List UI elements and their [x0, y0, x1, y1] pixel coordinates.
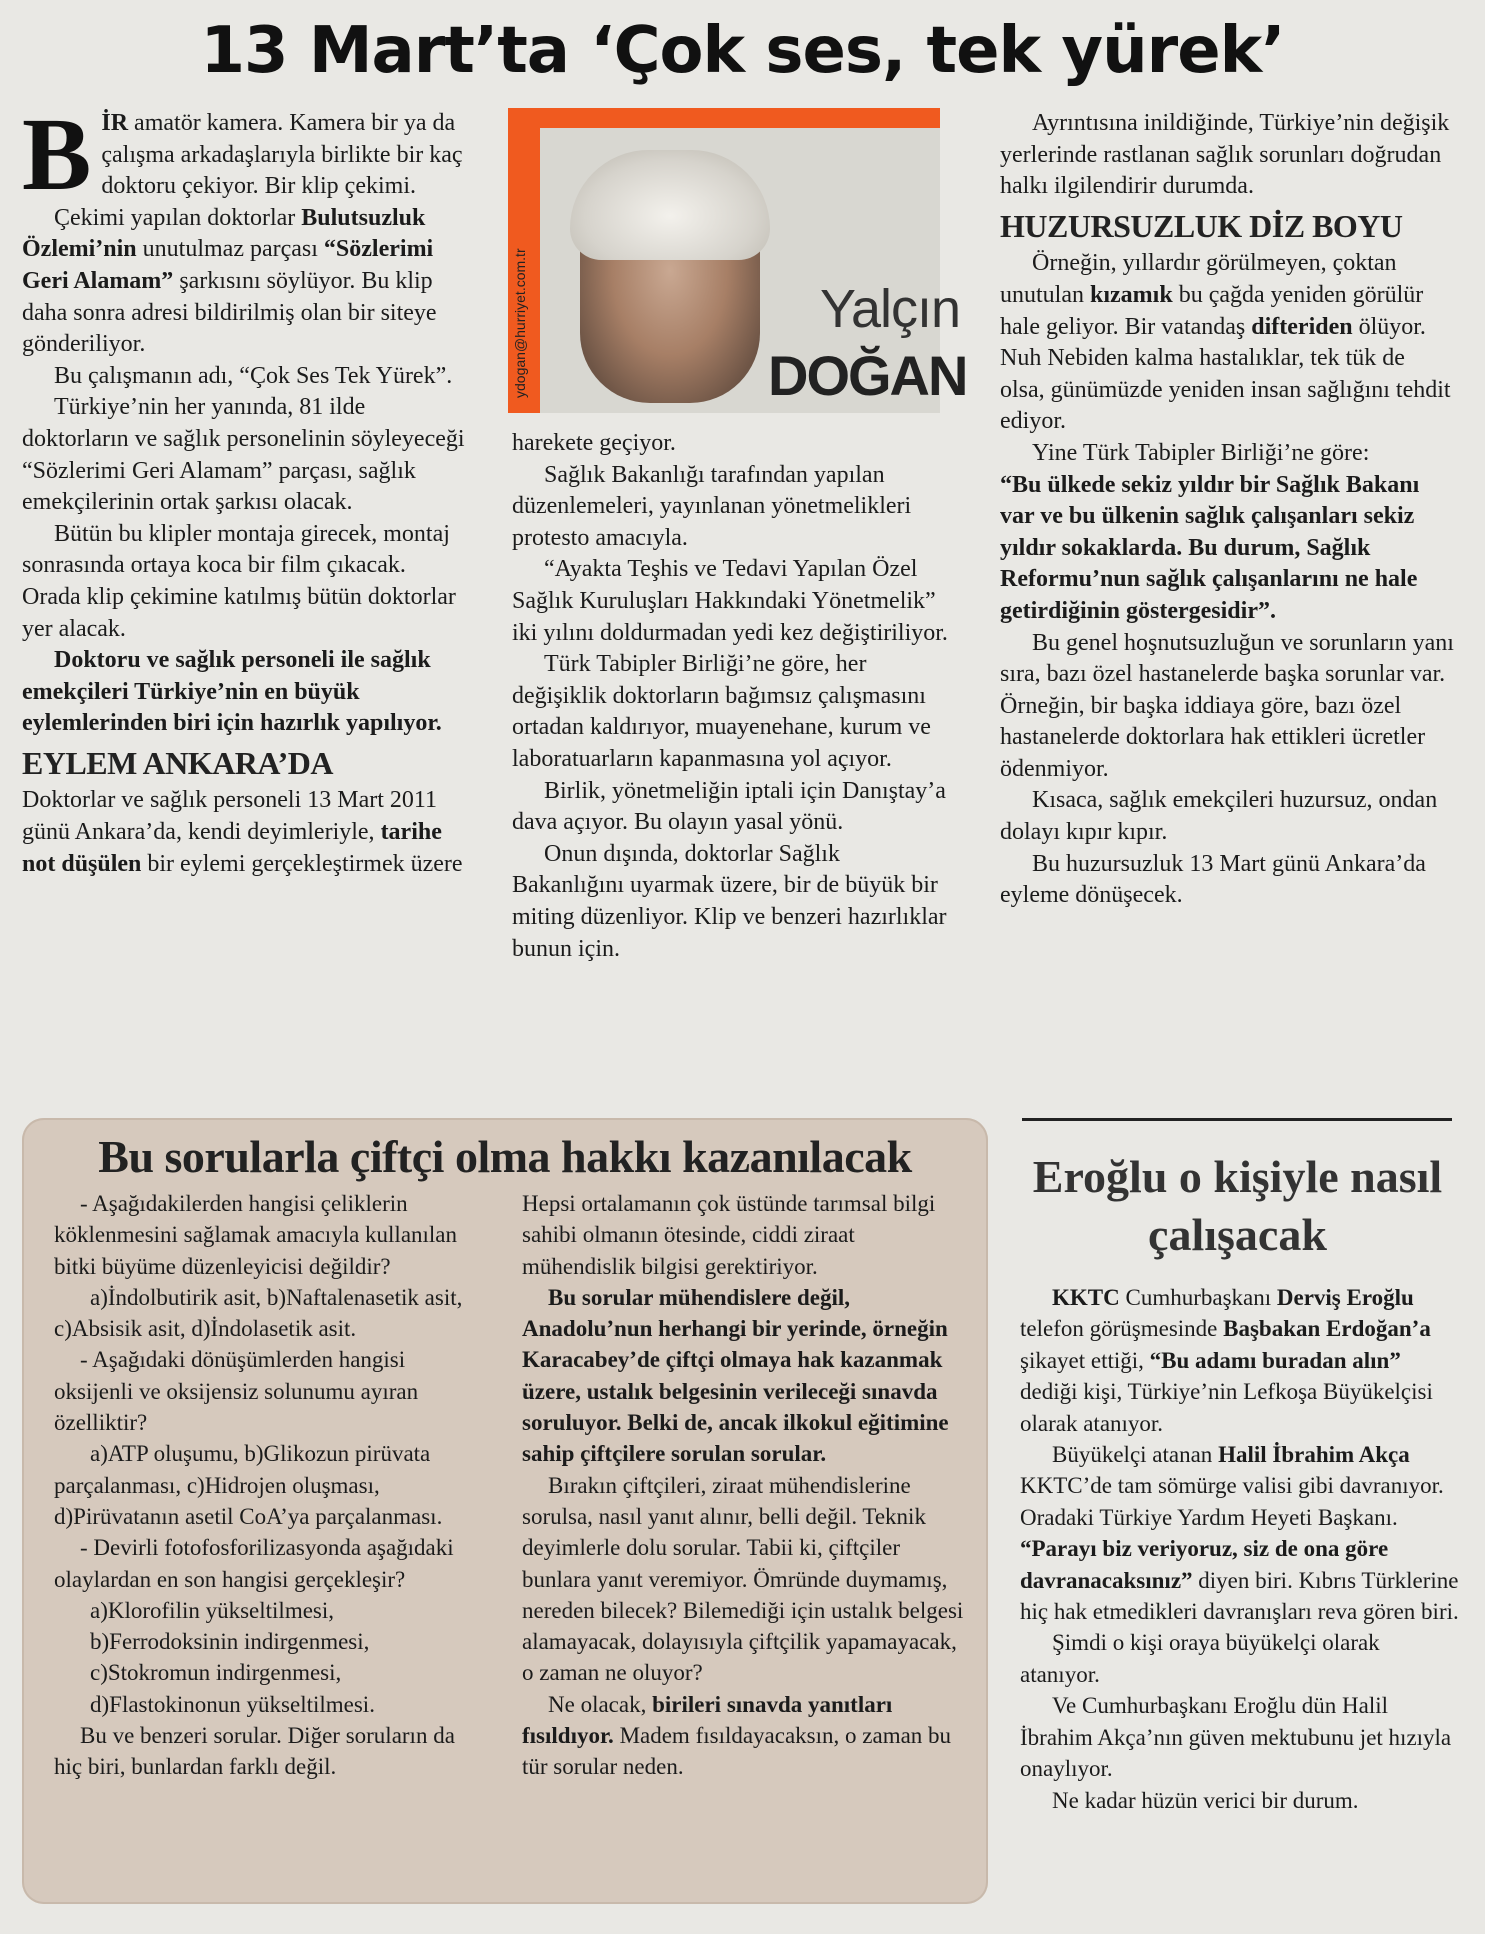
paragraph: Ne kadar hüzün verici bir durum.	[1052, 1787, 1359, 1813]
column-3	[1000, 108, 1455, 912]
answer-option: c)Stokromun indirgenmesi,	[90, 1660, 342, 1686]
side-article-title: Eroğlu o kişiyle nasıl çalışacak	[1032, 1151, 1443, 1260]
column-1	[22, 97, 467, 880]
quote-bold	[1000, 470, 1455, 628]
bold-text: Başbakan Erdoğan’a	[1223, 1316, 1431, 1342]
bold-text: difteriden	[1251, 313, 1353, 340]
text: ölüyor. Nuh Nebiden kalma hastalıklar, tek tük de olsa, günümüzde yeniden insan sağlığını tehdit ediyor.	[1000, 313, 1451, 435]
paragraph: Birlik, yönetmeliğin iptali için Danıştay’a dava açıyor. Bu olayın yasal yönü.	[512, 777, 946, 836]
paragraph: harekete geçiyor.	[512, 430, 676, 456]
question: - Devirli fotofosforilizasyonda aşağıdaki olaylardan en son hangisi gerçekleşir?	[54, 1535, 454, 1592]
paragraph: Ve Cumhurbaşkanı Eroğlu dün Halil İbrahim Akça’nın güven mektubunu jet hızıyla onaylıyor.	[1020, 1693, 1452, 1782]
column-2	[512, 428, 957, 965]
boxed-article	[22, 1118, 988, 1904]
text: bu çağda yeniden görülür hale geliyor. Bir vatandaş	[1000, 281, 1424, 340]
paragraph: Kısaca, sağlık emekçileri huzursuz, ondan dolayı kıpır kıpır.	[1000, 787, 1438, 846]
answer-option: d)Flastokinonun yükseltilmesi.	[90, 1691, 375, 1717]
author-email: ydogan@hurriyet.com.tr	[512, 248, 528, 398]
paragraph: Bırakın çiftçileri, ziraat mühendislerine sorulsa, nasıl yanıt alınır, belli değil. Teknik deyimlerle dolu sorular. Tabii ki, çiftçiler bunlara yanıt veremiyor. Ömründe duymamış, nereden bilecek? Bilemediği için ustalık belgesi alamayacak, dolayısıyla çiftçilik yapamayacak, o zaman ne oluyor?	[522, 1472, 964, 1686]
text: Büyükelçi atanan	[1052, 1442, 1219, 1468]
question: - Aşağıdaki dönüşümlerden hangisi oksijenli ve oksijensiz solunumu ayıran özelliktir?	[54, 1347, 419, 1436]
bold-text: Halil İbrahim Akça	[1218, 1442, 1410, 1468]
question: - Aşağıdakilerden hangisi çeliklerin köklenmesini sağlamak amacıyla kullanılan bitki büyüme düzenleyicisi değildir?	[54, 1191, 458, 1279]
boxed-article-title: Bu sorularla çiftçi olma hakkı kazanılacak	[98, 1131, 912, 1182]
text: bir eylemi gerçekleştirmek üzere	[141, 850, 463, 877]
bold-text: “Bu adamı buradan alın”	[1149, 1347, 1401, 1373]
answer-option: a)Klorofilin yükseltilmesi,	[90, 1597, 335, 1623]
text: şikayet ettiği,	[1020, 1347, 1150, 1373]
bold-text: KKTC	[1052, 1285, 1120, 1310]
subheading-eylem: EYLEM ANKARA’DA	[22, 744, 334, 781]
text: telefon görüşmesinde	[1020, 1316, 1224, 1342]
paragraph	[1020, 1282, 1460, 1439]
paragraph: Yine Türk Tabipler Birliği’ne göre:	[1032, 439, 1370, 466]
author-last-name: DOĞAN	[768, 344, 967, 407]
text: Ne olacak,	[548, 1691, 653, 1717]
text: Madem fısıldayacaksın, o zaman bu tür sorular neden.	[522, 1723, 952, 1780]
paragraph	[1020, 1439, 1460, 1627]
paragraph	[22, 203, 467, 361]
text: şarkısını söylüyor. Bu klip daha sonra adresi bildirilmiş olan bir siteye gönderiliyor.	[22, 267, 437, 358]
paragraph	[1000, 248, 1455, 438]
text: dediği kişi, Türkiye’nin Lefkoşa Büyükelçisi olarak atanıyor.	[1020, 1379, 1433, 1436]
answer-options: a)ATP oluşumu, b)Glikozun pirüvata parçalanması, c)Hidrojen oluşması, d)Pirüvatanın asetil CoA’ya parçalanması.	[54, 1441, 443, 1529]
paragraph: Türk Tabipler Birliği’ne göre, her değişiklik doktorların bağımsız çalışmasını ortadan kaldırıyor, muayenehane, kurum ve laboratuarların kapanmasına yol açıyor.	[512, 651, 931, 772]
bold-text: birileri sınavda yanıtları fısıldıyor.	[522, 1691, 893, 1749]
bold-text: “Sözlerimi Geri Alamam”	[22, 236, 434, 294]
bold-text: “Parayı biz veriyoruz, siz de ona göre davranacaksınız”	[1020, 1536, 1389, 1593]
paragraph: Hepsi ortalamanın çok üstünde tarımsal bilgi sahibi olmanın ötesinde, ciddi ziraat mühendislik bilgisi gerektiriyor.	[522, 1191, 936, 1279]
paragraph-bold	[22, 645, 467, 740]
text: diyen biri. Kıbrıs Türklerine hiç hak etmedikleri davranışları reva gören biri.	[1020, 1567, 1459, 1625]
paragraph: Şimdi o kişi oraya büyükelçi olarak atanıyor.	[1020, 1630, 1380, 1687]
author-first-name: Yalçın	[820, 279, 961, 339]
answer-options: a)İndolbutirik asit, b)Naftalenasetik asit, c)Absisik asit, d)İndolasetik asit.	[54, 1284, 463, 1342]
text: Doktorlar ve sağlık personeli 13 Mart 2011 günü Ankara’da, kendi deyimleriyle,	[22, 787, 438, 846]
paragraph: Ayrıntısına inildiğinde, Türkiye’nin değişik yerlerinde rastlanan sağlık sorunları doğrudan halkı ilgilendirir durumda.	[1000, 110, 1450, 200]
paragraph: Sağlık Bakanlığı tarafından yapılan düzenlemeleri, yayınlanan yönetmelikleri protesto amacıyla.	[512, 461, 912, 551]
text: Cumhurbaşkanı	[1119, 1285, 1277, 1310]
boxed-column-2	[522, 1188, 974, 1783]
paragraph: “Ayakta Teşhis ve Tedavi Yapılan Özel Sağlık Kuruluşları Hakkındaki Yönetmelik” iki yılını doldurmadan yedi kez değiştiriliyor.	[512, 556, 948, 646]
author-box	[508, 108, 967, 413]
paragraph: Bu huzursuzluk 13 Mart günü Ankara’da eyleme dönüşecek.	[1000, 850, 1426, 909]
subheading-huzursuzluk: HUZURSUZLUK DİZ BOYU	[1000, 207, 1403, 244]
paragraph: Onun dışında, doktorlar Sağlık Bakanlığını uyarmak üzere, bir de büyük bir miting düzenliyor. Klip ve benzeri hazırlıklar bunun için.	[512, 840, 947, 962]
side-article	[1020, 1282, 1460, 1816]
paragraph: Bütün bu klipler montaja girecek, montaj sonrasında ortaya koca bir film çıkacak. Orada klip çekimine katılmış bütün doktorlar yer alacak.	[22, 520, 456, 642]
bold-text: Bu sorular mühendislere değil, Anadolu’nun herhangi bir yerinde, örneğin Karacabey’de çiftçi olmaya hak kazanmak üzere, ustalık belgesinin verileceği sınavda soruluyor. Belki de, ancak ilkokul eğitimine sahip çiftçilere sorulan sorular.	[522, 1284, 949, 1467]
bold-text: tarihe not düşülen	[22, 819, 442, 877]
text: unutulmaz parçası	[136, 236, 324, 263]
bold-text: Derviş Eroğlu	[1276, 1285, 1414, 1310]
text: KKTC’de tam sömürge valisi gibi davranıyor. Oradaki Türkiye Yardım Heyeti Başkanı.	[1020, 1473, 1444, 1530]
paragraph-bold	[522, 1282, 974, 1470]
author-accent-bar	[508, 108, 940, 128]
lead-text: amatör kamera. Kamera bir ya da çalışma arkadaşlarıyla birlikte bir kaç doktoru çekiyor. Bir klip çekimi.	[101, 110, 463, 200]
text: Çekimi yapılan doktorlar	[54, 204, 302, 231]
drop-cap: B	[22, 97, 92, 212]
paragraph: Bu genel hoşnutsuzluğun ve sorunların yanı sıra, bazı özel hastanelerde başka sorunlar var. Örneğin, bir başka iddiaya göre, bazı özel hastanelerde doktorlara hak ettikleri ücretler ödenmiyor.	[1000, 629, 1454, 782]
paragraph: Bu çalışmanın adı, “Çok Ses Tek Yürek”.	[54, 362, 453, 389]
bold-text: Doktoru ve sağlık personeli ile sağlık emekçileri Türkiye’nin en büyük eylemlerinden biri için hazırlık yapılıyor.	[22, 647, 442, 737]
lead-paragraph	[22, 97, 467, 212]
divider-line	[1022, 1118, 1452, 1121]
paragraph	[22, 785, 467, 880]
author-photo	[540, 128, 967, 413]
paragraph: Bu ve benzeri sorular. Diğer soruların da hiç biri, bunlardan farklı değil.	[54, 1723, 455, 1780]
boxed-column-1	[54, 1188, 484, 1783]
author-hair-image	[570, 150, 770, 260]
answer-option: b)Ferrodoksinin indirgenmesi,	[90, 1629, 370, 1655]
bold-text: “Bu ülkede sekiz yıldır bir Sağlık Bakanı var ve bu ülkenin sağlık çalışanları sekiz yıldır sokaklarda. Bu durum, Sağlık Reformu’nun sağlık çalışanlarını ne hale getirdiğinin göstergesidir”.	[1000, 471, 1420, 624]
paragraph: Türkiye’nin her yanında, 81 ilde doktorların ve sağlık personelinin söyleyeceği “Sözlerimi Geri Alamam” parçası, sağlık emekçilerinin ortak şarkısı olacak.	[22, 394, 465, 516]
headline: 13 Mart’ta ‘Çok ses, tek yürek’	[200, 14, 1285, 88]
bold-text: Bulutsuzluk Özlemi’nin	[22, 204, 426, 263]
paragraph	[522, 1689, 974, 1783]
bold-text: kızamık	[1090, 281, 1173, 308]
lead-bold: İR	[101, 110, 129, 136]
text: Örneğin, yıllardır görülmeyen, çoktan unutulan	[1000, 250, 1397, 308]
